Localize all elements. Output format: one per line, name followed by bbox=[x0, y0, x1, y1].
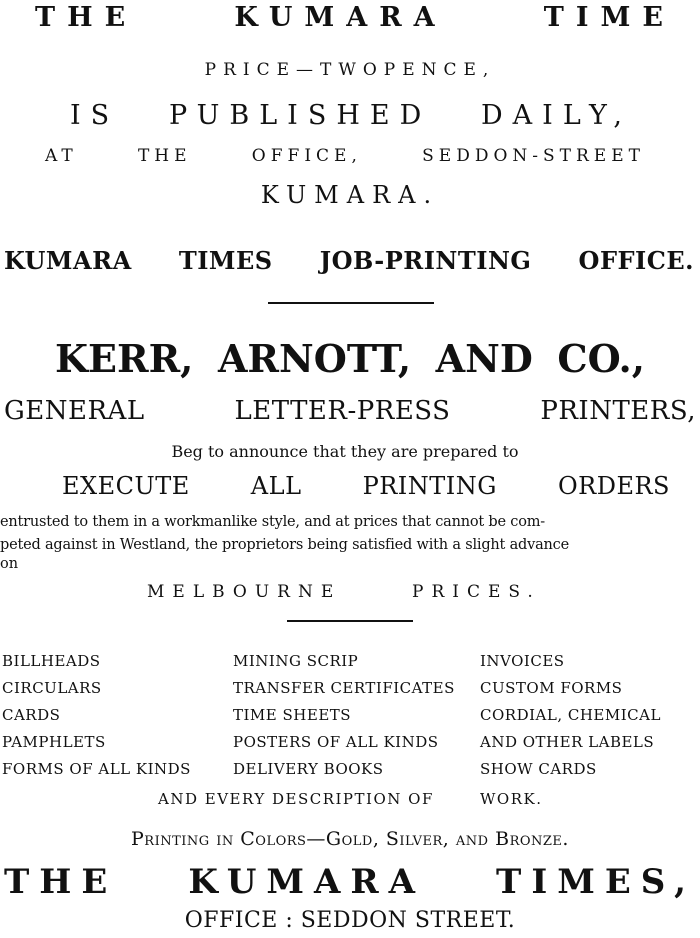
job-heading-word: OFFICE. bbox=[578, 246, 694, 275]
work-label: WORK. bbox=[480, 790, 543, 808]
footer-word: THE bbox=[4, 862, 118, 902]
firm-name-word: AND bbox=[435, 336, 533, 381]
job-heading-word: KUMARA bbox=[4, 246, 132, 275]
execute-word: ALL bbox=[250, 472, 302, 500]
firm-name-word: KERR, bbox=[55, 336, 194, 381]
body-line: entrusted to them in a workmanlike style, and at prices that cannot be com- bbox=[0, 514, 545, 530]
service-item: AND OTHER LABELS bbox=[480, 733, 655, 751]
trade-word: GENERAL bbox=[4, 396, 145, 426]
price-line: PRICE—TWOPENCE, bbox=[204, 60, 496, 80]
execute-word: ORDERS bbox=[557, 472, 670, 500]
service-item: TRANSFER CERTIFICATES bbox=[233, 679, 455, 697]
announce-line: Beg to announce that they are prepared to bbox=[171, 442, 519, 461]
execute-line bbox=[0, 472, 700, 500]
footer-word: TIMES, bbox=[496, 862, 696, 902]
body-line: peted against in Westland, the proprietors being satisfied with a slight advance bbox=[0, 537, 569, 553]
published-line bbox=[0, 100, 700, 131]
trade-word: LETTER-PRESS bbox=[234, 396, 451, 426]
divider-rule bbox=[268, 302, 434, 304]
execute-word: EXECUTE bbox=[62, 472, 190, 500]
office-word: OFFICE, bbox=[251, 146, 362, 166]
masthead-word: KUMARA bbox=[234, 2, 447, 33]
trade-word: PRINTERS, bbox=[540, 396, 696, 426]
town-line: KUMARA. bbox=[260, 181, 440, 209]
masthead-word: THE bbox=[35, 2, 138, 33]
colors-line: Printing in Colors—Gold, Silver, and Bronze. bbox=[131, 828, 569, 850]
service-item: CIRCULARS bbox=[2, 679, 102, 697]
footer-office: OFFICE : SEDDON STREET. bbox=[184, 908, 516, 933]
services-col-3 bbox=[480, 648, 661, 783]
footer-word: KUMARA bbox=[188, 862, 426, 902]
masthead-word: TIME bbox=[543, 2, 675, 33]
service-item: POSTERS OF ALL KINDS bbox=[233, 733, 439, 751]
service-item: TIME SHEETS bbox=[233, 706, 352, 724]
body-line: on bbox=[0, 556, 19, 572]
published-word: IS bbox=[70, 100, 120, 131]
services-col-1 bbox=[2, 648, 191, 783]
firm-name-word: ARNOTT, bbox=[217, 336, 412, 381]
office-word: SEDDON-STREET bbox=[422, 146, 645, 166]
job-heading bbox=[0, 246, 700, 275]
office-line bbox=[0, 146, 700, 166]
service-item: FORMS OF ALL KINDS bbox=[2, 760, 191, 778]
service-item: BILLHEADS bbox=[2, 652, 101, 670]
services-col-2 bbox=[233, 648, 455, 783]
footer-title bbox=[0, 862, 700, 902]
service-item: INVOICES bbox=[480, 652, 565, 670]
service-item: PAMPHLETS bbox=[2, 733, 106, 751]
melbourne-word: PRICES. bbox=[412, 582, 541, 602]
service-item: DELIVERY BOOKS bbox=[233, 760, 384, 778]
service-item: CORDIAL, CHEMICAL bbox=[480, 706, 661, 724]
office-word: THE bbox=[137, 146, 192, 166]
every-description-line: AND EVERY DESCRIPTION OF bbox=[158, 790, 434, 808]
published-word: DAILY, bbox=[481, 100, 632, 131]
service-item: CARDS bbox=[2, 706, 61, 724]
firm-name-word: CO., bbox=[557, 336, 645, 381]
service-item: CUSTOM FORMS bbox=[480, 679, 623, 697]
published-word: PUBLISHED bbox=[168, 100, 432, 131]
firm-name bbox=[0, 336, 700, 381]
execute-word: PRINTING bbox=[362, 472, 497, 500]
service-item: SHOW CARDS bbox=[480, 760, 597, 778]
masthead-title bbox=[0, 2, 700, 33]
melbourne-word: MELBOURNE bbox=[147, 582, 342, 602]
job-heading-word: JOB-PRINTING bbox=[319, 246, 532, 275]
job-heading-word: TIMES bbox=[178, 246, 273, 275]
trade-line bbox=[0, 396, 700, 426]
divider-rule bbox=[287, 620, 413, 622]
service-item: MINING SCRIP bbox=[233, 652, 359, 670]
office-word: AT bbox=[45, 146, 78, 166]
